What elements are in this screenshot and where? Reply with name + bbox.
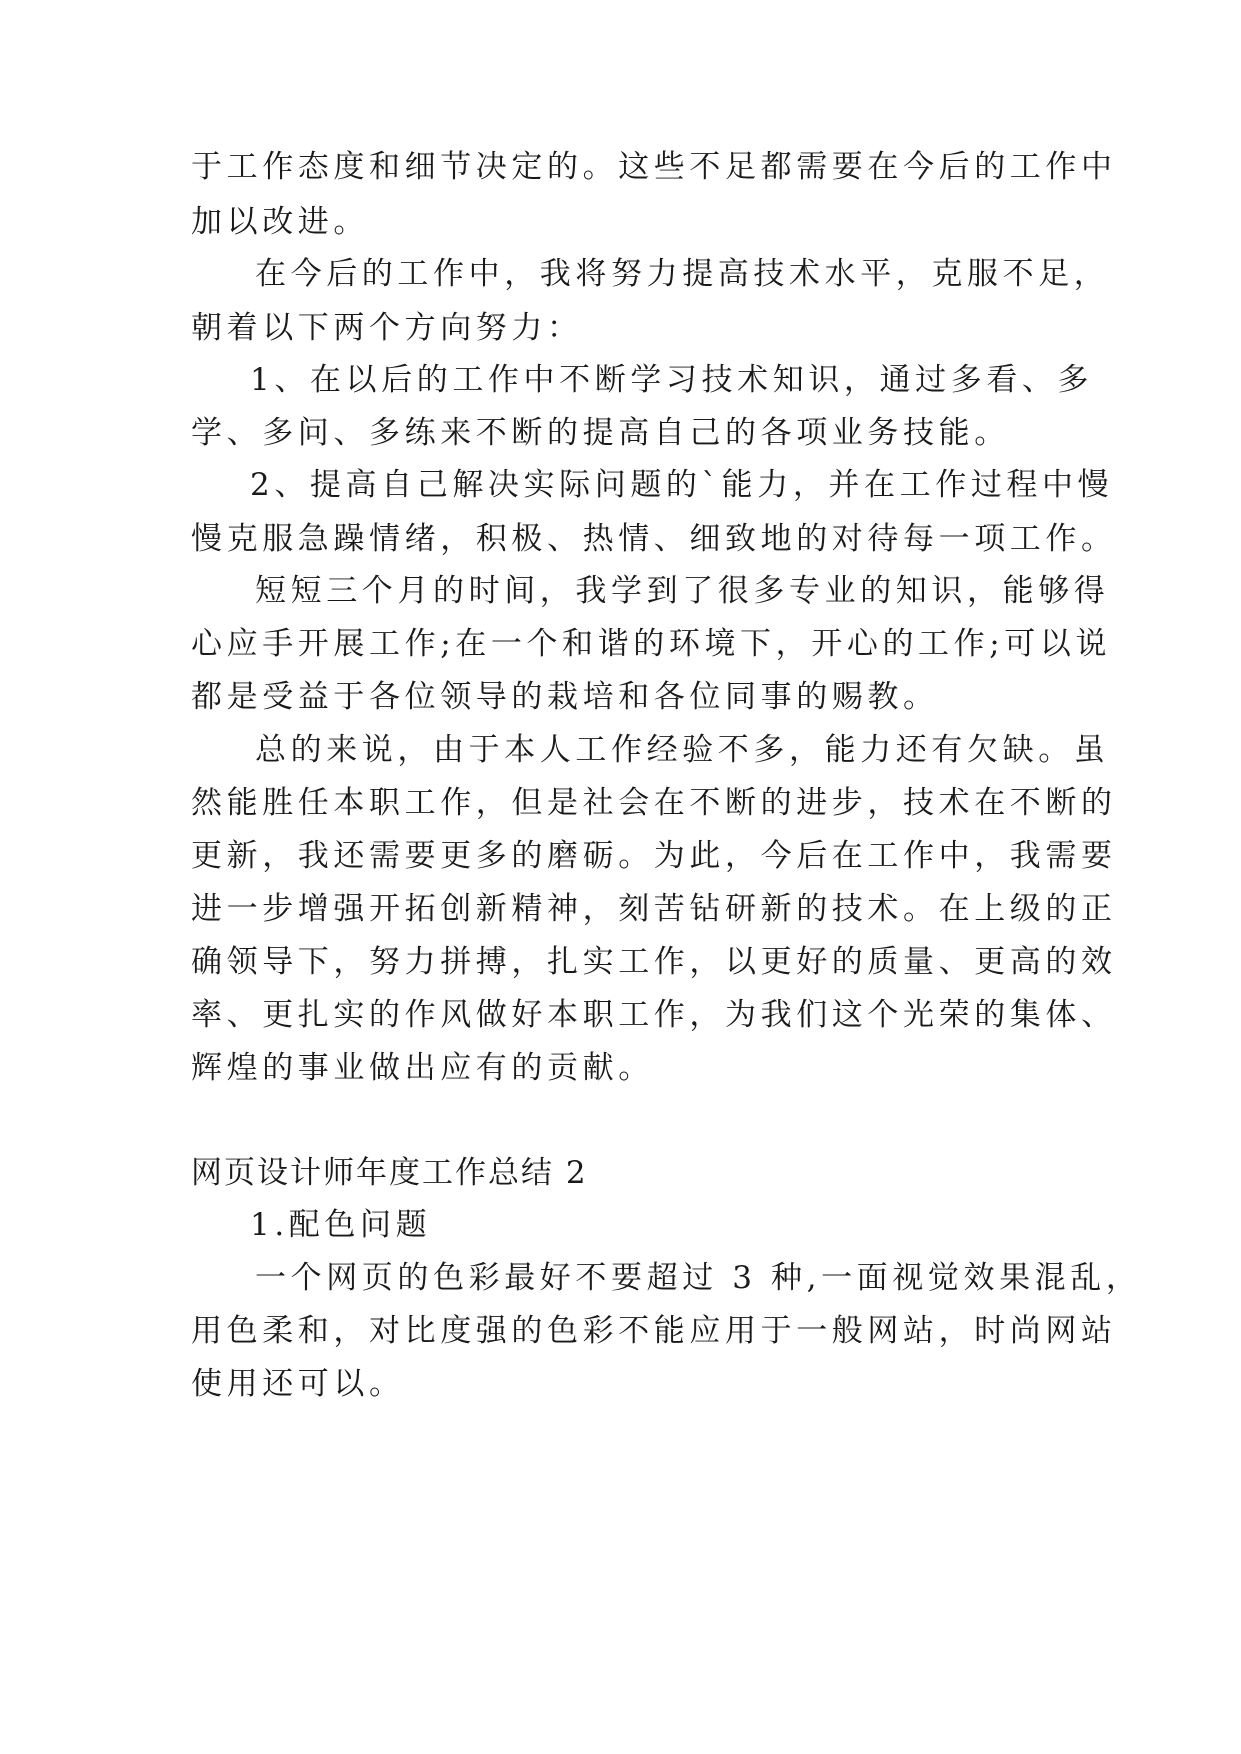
paragraph-line: 更新，我还需要更多的磨砺。为此，今后在工作中，我需要 — [191, 838, 1117, 874]
list-item-line: 2、提高自己解决实际问题的`能力，并在工作过程中慢 — [250, 467, 1114, 503]
paragraph-line: 确领导下，努力拼搏，扎实工作，以更好的质量、更高的效 — [191, 944, 1117, 980]
subheading: 1.配色问题 — [250, 1207, 432, 1243]
paragraph-line: 都是受益于各位领导的栽培和各位同事的赐教。 — [191, 679, 939, 715]
list-item-line: 慢克服急躁情绪，积极、热情、细致地的对待每一项工作。 — [191, 521, 1117, 557]
paragraph-line: 辉煌的事业做出应有的贡献。 — [191, 1050, 654, 1086]
paragraph-line: 一个网页的色彩最好不要超过 3 种,一面视觉效果混乱， — [255, 1260, 1142, 1296]
paragraph-line: 率、更扎实的作风做好本职工作，为我们这个光荣的集体、 — [191, 997, 1117, 1033]
list-item-line: 1、在以后的工作中不断学习技术知识，通过多看、多 — [250, 362, 1094, 398]
paragraph-line: 朝着以下两个方向努力： — [191, 310, 583, 346]
paragraph-line: 心应手开展工作;在一个和谐的环境下，开心的工作;可以说 — [191, 626, 1112, 662]
paragraph-line: 然能胜任本职工作，但是社会在不断的进步，技术在不断的 — [191, 785, 1117, 821]
paragraph-line: 在今后的工作中，我将努力提高技术水平，克服不足， — [255, 256, 1110, 292]
list-item-line: 学、多问、多练来不断的提高自己的各项业务技能。 — [191, 415, 1010, 451]
paragraph-line: 总的来说，由于本人工作经验不多，能力还有欠缺。虽 — [255, 732, 1110, 768]
paragraph-line: 于工作态度和细节决定的。这些不足都需要在今后的工作中 — [191, 149, 1117, 185]
paragraph-line: 短短三个月的时间，我学到了很多专业的知识，能够得 — [255, 573, 1110, 609]
paragraph-line: 用色柔和，对比度强的色彩不能应用于一般网站，时尚网站 — [191, 1313, 1117, 1349]
paragraph-line: 加以改进。 — [191, 204, 369, 240]
paragraph-line: 进一步增强开拓创新精神，刻苦钻研新的技术。在上级的正 — [191, 891, 1117, 927]
section-title: 网页设计师年度工作总结 2 — [191, 1155, 588, 1191]
paragraph-line: 使用还可以。 — [191, 1366, 405, 1402]
